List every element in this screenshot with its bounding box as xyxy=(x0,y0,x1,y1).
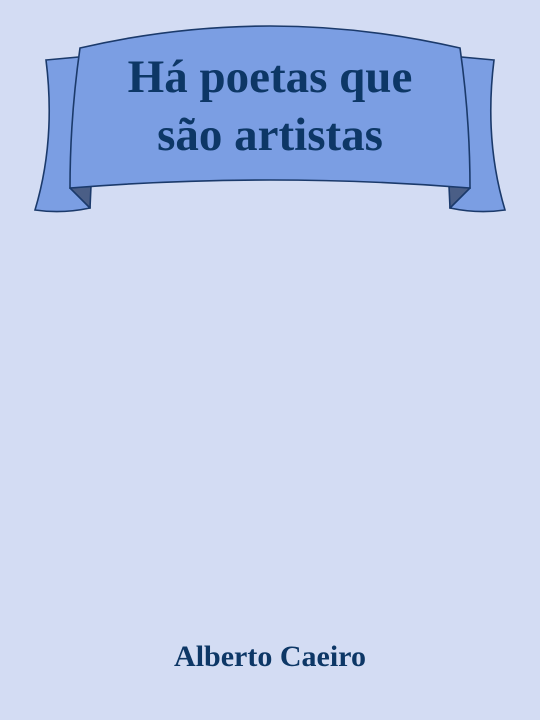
book-author: Alberto Caeiro xyxy=(174,640,366,673)
book-title-line-2: são artistas xyxy=(157,109,383,161)
book-title-line-1: Há poetas que xyxy=(127,51,413,103)
book-title xyxy=(70,48,470,164)
